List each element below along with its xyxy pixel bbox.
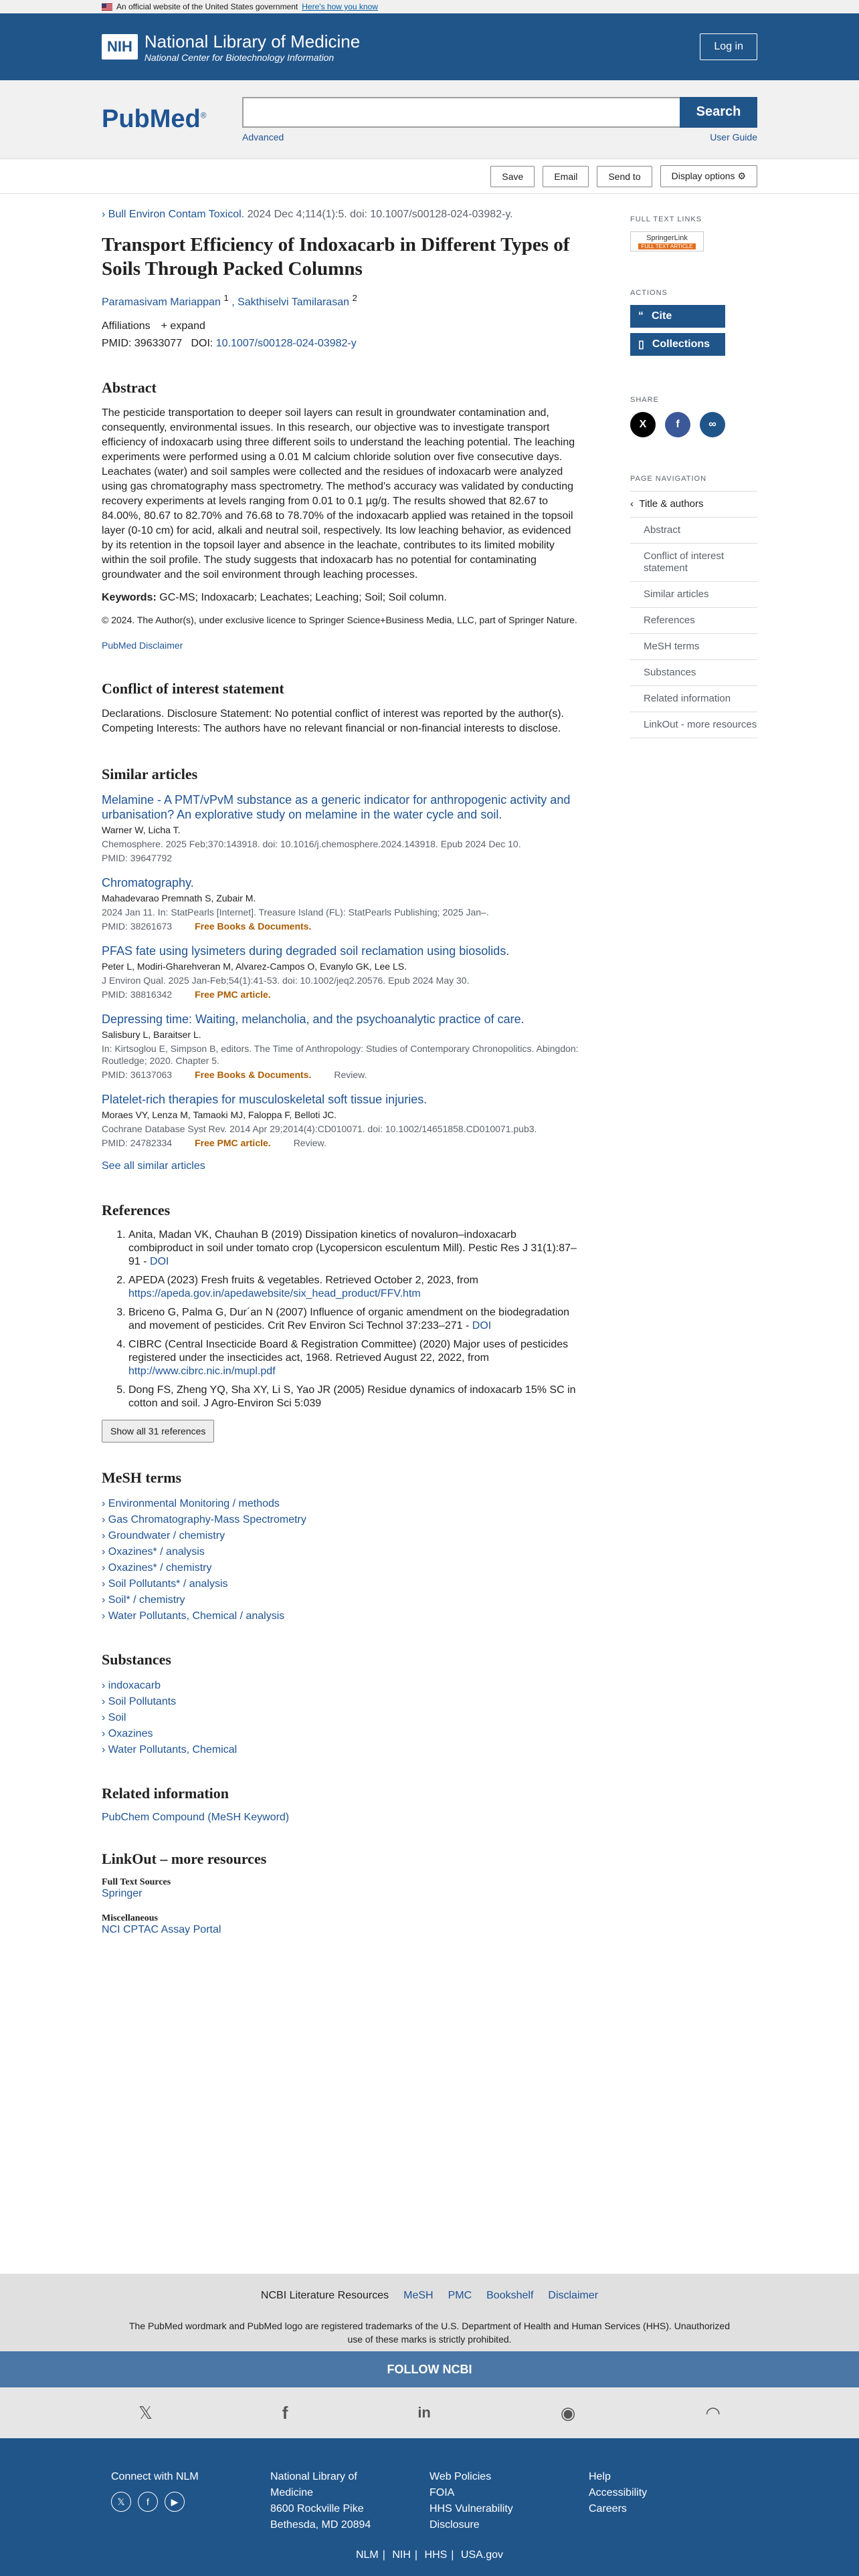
similar-pmid: PMID: 38261673 xyxy=(102,921,173,932)
footer-link[interactable]: Bookshelf xyxy=(486,2290,534,2301)
nlm-address xyxy=(270,2469,430,2533)
nav-item-label: Title & authors xyxy=(639,498,704,510)
coi-heading: Conflict of interest statement xyxy=(102,680,284,697)
hhs-link[interactable]: HHS xyxy=(424,2549,448,2561)
mesh-term-link[interactable]: Oxazines* / chemistry xyxy=(108,1562,212,1574)
actions-label: ACTIONS xyxy=(630,289,668,297)
collections-label: Collections xyxy=(652,338,710,350)
related-heading: Related information xyxy=(102,1785,229,1802)
reference-item xyxy=(128,1274,582,1301)
share-label: SHARE xyxy=(630,396,659,404)
free-badge: Free Books & Documents. xyxy=(195,1069,312,1081)
reference-item xyxy=(128,1338,582,1378)
related-section xyxy=(102,1785,582,1824)
journal-link[interactable]: Bull Environ Contam Toxicol. xyxy=(108,209,245,220)
references-heading: References xyxy=(102,1202,171,1219)
pubmed-logo-text: PubMed xyxy=(102,105,201,133)
similar-citation: Chemosphere. 2025 Feb;370:143918. doi: 10.1016/j.chemosphere.2024.143918. Epub 2024 Dec 10. xyxy=(102,839,521,850)
address-line: Medicine xyxy=(270,2487,314,2498)
nav-item[interactable]: Abstract xyxy=(630,518,757,544)
web-policies-link[interactable]: Web Policies xyxy=(430,2471,492,2482)
substance-link[interactable]: Water Pollutants, Chemical xyxy=(108,1744,237,1756)
linkout-heading: LinkOut – more resources xyxy=(102,1850,267,1868)
us-flag-icon xyxy=(102,3,112,11)
reference-link[interactable]: https://apeda.gov.in/apedawebsite/six_head_product/FFV.htm xyxy=(128,1288,421,1300)
disclosure-link[interactable]: Disclosure xyxy=(430,2519,480,2531)
follow-ncbi-heading: FOLLOW NCBI xyxy=(0,2351,859,2387)
gov-banner xyxy=(0,0,859,13)
nav-item[interactable]: Similar articles xyxy=(630,582,757,608)
address-line: Bethesda, MD 20894 xyxy=(270,2519,371,2531)
similar-citation: 2024 Jan 11. In: StatPearls [Internet]. Treasure Island (FL): StatPearls Publishing; 2025 Jan–. xyxy=(102,907,489,918)
chevron-left-icon: ‹ xyxy=(630,498,640,510)
youtube-icon[interactable]: ▶ xyxy=(165,2492,185,2512)
springer-full-text-logo[interactable] xyxy=(630,231,704,251)
linkout-subheading: Full Text Sources xyxy=(102,1877,171,1888)
substance-link[interactable]: indoxacarb xyxy=(108,1680,161,1692)
ncbi-resources-label: NCBI Literature Resources xyxy=(260,2290,389,2301)
coi-section xyxy=(102,680,582,736)
search-button[interactable]: Search xyxy=(680,97,757,128)
search-input[interactable] xyxy=(242,97,680,128)
gear-icon: ⚙ xyxy=(737,171,746,181)
reference-text: Briceno G, Palma G, Dur´an N (2007) Influence of organic amendment on the biodegradation and movement of pesticides. Crit Rev Environ Sci Technol 37:233–271 - xyxy=(128,1307,570,1332)
nav-item[interactable]: MeSH terms xyxy=(630,634,757,660)
nlm-logo[interactable] xyxy=(102,31,360,63)
doi-label: DOI: xyxy=(191,338,213,350)
substance-link[interactable]: Oxazines xyxy=(108,1728,153,1740)
mesh-term-link[interactable]: Groundwater / chemistry xyxy=(108,1530,225,1542)
expand-toggle[interactable]: + expand xyxy=(161,320,205,332)
mesh-term-link[interactable]: Environmental Monitoring / methods xyxy=(108,1498,280,1510)
email-button[interactable]: Email xyxy=(543,166,589,187)
abstract-section xyxy=(102,379,582,651)
agency-links: NLM | NIH | HHS | USA.gov xyxy=(0,2549,859,2561)
github-icon[interactable]: ◉ xyxy=(560,2402,576,2423)
similar-articles-section xyxy=(102,766,582,1172)
author-link[interactable]: Paramasivam Mariappan xyxy=(102,296,221,308)
similar-authors: Warner W, Licha T. xyxy=(102,825,181,836)
substance-link[interactable]: Soil Pollutants xyxy=(108,1696,177,1708)
display-options-button[interactable] xyxy=(660,165,757,187)
save-button[interactable]: Save xyxy=(490,166,535,187)
similar-article-link[interactable]: Depressing time: Waiting, melancholia, and the psychoanalytic practice of care. xyxy=(102,1012,524,1027)
cite-button[interactable] xyxy=(630,305,725,328)
nlm-footer xyxy=(0,2438,859,2576)
keywords-value: GC-MS; Indoxacarb; Leachates; Leaching; Soil; Soil column. xyxy=(156,592,447,604)
reference-text: Dong FS, Zheng YQ, Sha XY, Li S, Yao JR (2005) Residue dynamics of indoxacarb 15% SC in cotton and soil. J Agro-Environ Sci 5:039 xyxy=(128,1384,576,1410)
similar-article-link[interactable]: Chromatography. xyxy=(102,876,194,890)
nav-item[interactable]: LinkOut - more resources xyxy=(630,712,757,738)
review-badge: Review. xyxy=(293,1138,326,1149)
affiliations-row xyxy=(102,320,582,332)
journal-citation xyxy=(102,209,582,221)
nav-item[interactable]: Conflict of interest statement xyxy=(630,544,757,582)
x-icon[interactable]: 𝕏 xyxy=(138,2402,153,2423)
nav-item[interactable]: References xyxy=(630,608,757,634)
nlm-title: National Library of Medicine xyxy=(144,31,361,51)
collections-button[interactable] xyxy=(630,333,725,356)
footer-link[interactable]: MeSH xyxy=(403,2290,434,2301)
references-section xyxy=(102,1202,582,1442)
page-navigation xyxy=(630,491,757,738)
nav-item[interactable]: Substances xyxy=(630,660,757,686)
author-affil-num: 1 xyxy=(223,293,229,303)
trademark-note: The PubMed wordmark and PubMed logo are registered trademarks of the U.S. Department of Health and Human Services (HHS). Unauthorized use of these marks is strictly prohibited. xyxy=(129,2321,730,2345)
similar-article-link[interactable]: Platelet-rich therapies for musculoskeletal soft tissue injuries. xyxy=(102,1093,427,1107)
review-badge: Review. xyxy=(334,1069,367,1081)
similar-item xyxy=(102,875,582,932)
springer-logo-bar: FULL TEXT ARTICLE xyxy=(638,243,695,249)
reference-text: Anita, Madan VK, Chauhan B (2019) Dissipation kinetics of novaluron–indoxacarb combiproduct in soil under tomato crop (Lycopersicon esculentum Mill). Pestic Res J 31(1):87–91 - xyxy=(128,1229,577,1268)
pubchem-link[interactable]: PubChem Compound (MeSH Keyword) xyxy=(102,1812,290,1824)
similar-pmid: PMID: 24782334 xyxy=(102,1138,173,1149)
see-all-similar-link[interactable]: See all similar articles xyxy=(102,1160,205,1172)
substances-heading: Substances xyxy=(102,1651,171,1669)
article-title: Transport Efficiency of Indoxacarb in Different Types of Soils Through Packed Columns xyxy=(102,234,570,280)
page-navigation-label: PAGE NAVIGATION xyxy=(630,475,707,483)
footer-link[interactable]: PMC xyxy=(448,2290,472,2301)
pubmed-trademark: ® xyxy=(200,110,207,120)
similar-authors: Salisbury L, Baraitser L. xyxy=(102,1029,201,1041)
pmid-label: PMID: xyxy=(102,338,132,350)
reference-link[interactable]: DOI xyxy=(472,1320,492,1332)
author-list xyxy=(102,293,582,308)
similar-item xyxy=(102,944,582,1000)
help-link[interactable]: Help xyxy=(589,2471,611,2482)
pubmed-logo[interactable] xyxy=(102,105,207,134)
send-to-button[interactable]: Send to xyxy=(597,166,652,187)
affiliations-toggle[interactable]: Affiliations xyxy=(102,320,151,332)
reference-item xyxy=(128,1228,582,1269)
user-guide-link[interactable]: User Guide xyxy=(710,131,757,142)
x-icon[interactable]: 𝕏 xyxy=(111,2492,131,2512)
reference-text: APEDA (2023) Fresh fruits & vegetables. Retrieved October 2, 2023, from xyxy=(128,1275,478,1287)
free-badge: Free PMC article. xyxy=(195,1138,271,1149)
nih-logo-icon: NIH xyxy=(102,34,138,60)
free-badge: Free Books & Documents. xyxy=(195,921,312,932)
nav-item[interactable] xyxy=(630,492,757,518)
advanced-search-link[interactable]: Advanced xyxy=(242,131,284,142)
similar-pmid: PMID: 38816342 xyxy=(102,989,173,1000)
reference-item xyxy=(128,1384,582,1410)
similar-citation: J Environ Qual. 2025 Jan-Feb;54(1):41-53. doi: 10.1002/jeq2.20576. Epub 2024 May 30. xyxy=(102,975,470,986)
abstract-text: The pesticide transportation to deeper soil layers can result in groundwater contamination and, consequently, environmental issues. In this research, our objective was to investigate transport efficiency of indoxacarb using three different soils to understand the leaching potential. The leaching experiments were performed using a 0.01 M calcium chloride solution over five consecutive days. Leachates (water) and soil samples were collected and the residues of indoxacarb were analyzed using gas chromatography mass spectrometry. The method's accuracy was validated by conducting recovery experiments at levels ranging from 0.01 to 0.1 µg/g. The results showed that 82.67 to 84.00%, 80.67 to 82.70% and 76.68 to 78.70% of the indoxacarb applied was retained in the topsoil layer (0-10 cm) for acid, alkali and neutral soil, respectively. Its low leaching behavior, as evidenced by its retention in the topsoil layer and absence in the leachate, contributes to its limited mobility within the soil profile. The study suggests that indoxacarb has no potential for contaminating groundwater and the soil environment through leaching processes. xyxy=(102,407,575,581)
similar-heading: Similar articles xyxy=(102,766,198,783)
full-text-links-label: FULL TEXT LINKS xyxy=(630,215,702,223)
author-link[interactable]: Sakthiselvi Tamilarasan xyxy=(237,296,349,308)
ncbi-subtitle: National Center for Biotechnology Information xyxy=(144,51,335,63)
mesh-term-link[interactable]: Soil* / chemistry xyxy=(108,1594,185,1606)
similar-authors: Moraes VY, Lenza M, Tamaoki MJ, Faloppa F, Belloti JC. xyxy=(102,1109,337,1121)
reference-text: CIBRC (Central Insecticide Board & Registration Committee) (2020) Major uses of pesticides registered under the insecticides act, 1968. Retrieved August 22, 2022, from xyxy=(128,1339,569,1364)
mesh-term-link[interactable]: Oxazines* / analysis xyxy=(108,1546,205,1558)
display-options-label: Display options xyxy=(671,171,735,181)
usagov-link[interactable]: USA.gov xyxy=(460,2549,504,2561)
footer-link[interactable]: Disclaimer xyxy=(548,2290,599,2301)
address-line: 8600 Rockville Pike xyxy=(270,2503,364,2514)
keywords-label: Keywords: xyxy=(102,592,157,604)
article-ids xyxy=(102,338,582,350)
foia-link[interactable]: FOIA xyxy=(430,2487,455,2498)
similar-article-link[interactable]: Melamine - A PMT/vPvM substance as a generic indicator for anthropogenic activity and urbanisation? An explorative study on melamine in the water cycle and soil. xyxy=(102,793,571,822)
springer-logo-text: SpringerLink xyxy=(646,233,688,242)
nci-cptac-link[interactable]: NCI CPTAC Assay Portal xyxy=(102,1924,221,1936)
connect-nlm-label: Connect with NLM xyxy=(111,2471,199,2482)
similar-citation: In: Kirtsoglou E, Simpson B, editors. The Time of Anthropology: Studies of Contemporary Chronopolitics. Abingdon: Routledge; 2020. Chapter 5. xyxy=(102,1043,579,1067)
similar-item xyxy=(102,792,582,863)
nav-item[interactable]: Related information xyxy=(630,686,757,712)
search-bar xyxy=(0,80,859,159)
similar-item xyxy=(102,1092,582,1148)
facebook-icon[interactable]: f xyxy=(282,2402,288,2423)
x-share-icon[interactable]: X xyxy=(630,412,656,437)
pubmed-disclaimer-link[interactable]: PubMed Disclaimer xyxy=(102,640,183,651)
springer-link[interactable]: Springer xyxy=(102,1888,142,1900)
similar-pmid: PMID: 39647792 xyxy=(102,853,173,864)
citation-text: 2024 Dec 4;114(1):5. doi: 10.1007/s00128-024-03982-y. xyxy=(244,209,513,220)
mesh-heading: MeSH terms xyxy=(102,1469,182,1487)
reference-link[interactable]: http://www.cibrc.nic.in/mupl.pdf xyxy=(128,1366,276,1378)
similar-authors: Mahadevarao Premnath S, Zubair M. xyxy=(102,893,256,904)
cite-label: Cite xyxy=(652,310,672,322)
nlm-link[interactable]: NLM xyxy=(355,2549,379,2561)
facebook-share-icon[interactable]: f xyxy=(665,412,690,437)
mesh-term-link[interactable]: Gas Chromatography-Mass Spectrometry xyxy=(108,1514,306,1526)
sidebar xyxy=(630,194,757,1936)
careers-link[interactable]: Careers xyxy=(589,2503,627,2514)
substance-link[interactable]: Soil xyxy=(108,1712,126,1724)
similar-item xyxy=(102,1012,582,1080)
doi-link[interactable]: 10.1007/s00128-024-03982-y xyxy=(215,338,357,350)
address-line: National Library of xyxy=(270,2471,357,2482)
article-content xyxy=(102,194,582,1936)
hhs-vuln-link[interactable]: HHS Vulnerability xyxy=(430,2503,513,2514)
social-links xyxy=(0,2387,859,2438)
chevron-right-icon: › xyxy=(102,209,106,220)
similar-authors: Peter L, Modiri-Gharehveran M, Alvarez-Campos O, Evanylo GK, Lee LS. xyxy=(102,961,407,972)
gov-banner-text: An official website of the United States government xyxy=(116,2,298,11)
similar-pmid: PMID: 36137063 xyxy=(102,1069,173,1081)
free-badge: Free PMC article. xyxy=(195,989,271,1000)
mesh-term-link[interactable]: Water Pollutants, Chemical / analysis xyxy=(108,1610,285,1622)
accessibility-link[interactable]: Accessibility xyxy=(589,2487,648,2498)
linkout-subheading: Miscellaneous xyxy=(102,1913,158,1924)
quote-icon: “ xyxy=(638,310,644,322)
rss-icon[interactable]: ◠ xyxy=(705,2402,721,2423)
action-bar xyxy=(0,159,859,194)
linkout-section xyxy=(102,1850,582,1936)
footer-resources xyxy=(0,2274,859,2351)
copyright: © 2024. The Author(s), under exclusive licence to Springer Science+Business Media, LLC, part of Springer Nature. xyxy=(102,615,577,626)
mesh-section xyxy=(102,1469,582,1624)
show-all-references-button[interactable]: Show all 31 references xyxy=(102,1420,214,1442)
heres-how-link[interactable]: Here's how you know xyxy=(302,2,378,11)
reference-item xyxy=(128,1306,582,1333)
substances-section xyxy=(102,1651,582,1758)
nih-header xyxy=(0,13,859,80)
linkedin-icon[interactable]: in xyxy=(417,2404,431,2421)
mesh-term-link[interactable]: Soil Pollutants* / analysis xyxy=(108,1578,228,1590)
login-button[interactable]: Log in xyxy=(700,33,757,60)
author-separator: , xyxy=(231,296,235,308)
similar-citation: Cochrane Database Syst Rev. 2014 Apr 29;2014(4):CD010071. doi: 10.1002/14651858.CD010071.pub3. xyxy=(102,1123,537,1135)
abstract-heading: Abstract xyxy=(102,379,157,397)
reference-link[interactable]: DOI xyxy=(150,1256,169,1268)
facebook-icon[interactable]: f xyxy=(138,2492,158,2512)
pmid-value: 39633077 xyxy=(134,338,183,350)
nih-link[interactable]: NIH xyxy=(392,2549,411,2561)
author-affil-num: 2 xyxy=(352,293,357,303)
similar-article-link[interactable]: PFAS fate using lysimeters during degraded soil reclamation using biosolids. xyxy=(102,944,510,958)
coi-text: Declarations. Disclosure Statement: No potential conflict of interest was reported by the author(s). Competing Interests: The authors have no relevant financial or non-financial interests to disclose. xyxy=(102,708,564,735)
keywords xyxy=(102,592,582,604)
copy-link-icon[interactable]: ∞ xyxy=(700,412,725,437)
bookmark-icon: ▯ xyxy=(638,339,644,350)
